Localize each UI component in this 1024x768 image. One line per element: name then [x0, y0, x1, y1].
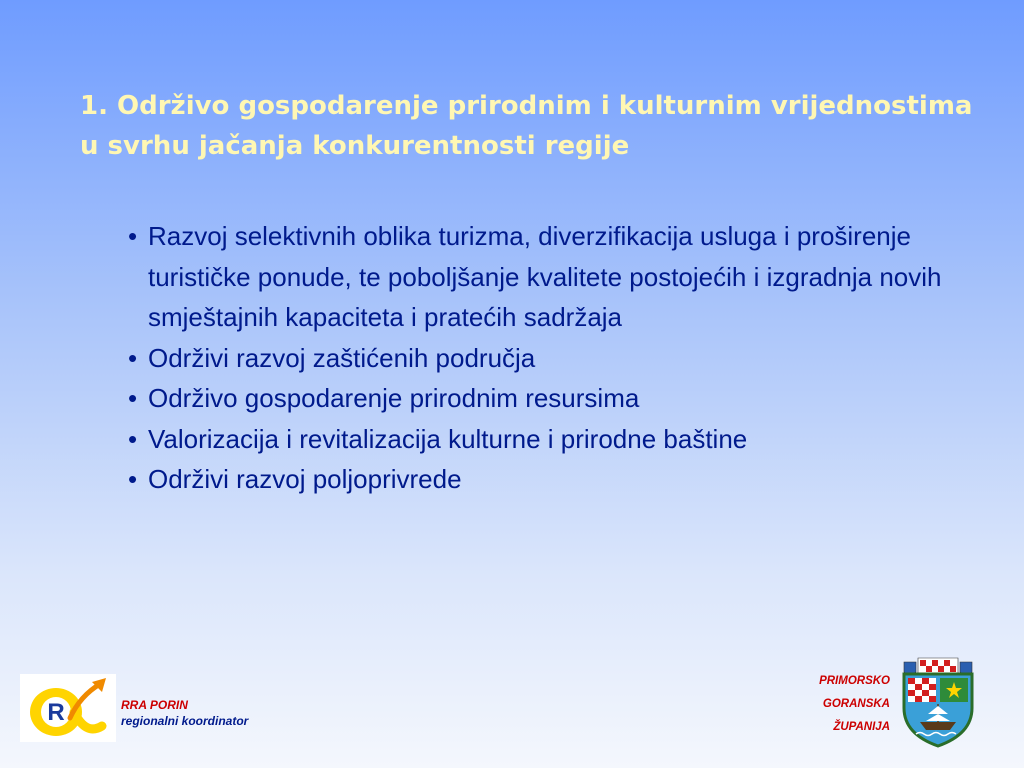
bullet-list	[128, 216, 998, 500]
rra-porin-name: RRA PORIN	[121, 698, 188, 712]
rra-porin-logo-icon	[20, 674, 116, 742]
bullet-symbol: •	[128, 423, 138, 454]
bullet-item	[128, 459, 998, 500]
bullet-item	[128, 216, 998, 338]
logo-letter: R	[47, 699, 65, 726]
county-name-line-2: GORANSKA	[822, 698, 890, 710]
bullet-text: Održivo gospodarenje prirodnim resursima	[148, 383, 640, 413]
bullet-symbol: •	[128, 221, 138, 251]
bullet-item	[128, 338, 998, 379]
bullet-item	[128, 419, 998, 460]
bullet-symbol: •	[128, 464, 138, 494]
bullet-text: Valorizacija i revitalizacija kulturne i prirodne baštine	[148, 423, 748, 454]
bullet-text: Održivi razvoj poljoprivrede	[148, 464, 462, 494]
bullet-text: Razvoj selektivnih oblika turizma, diverzifikacija usluga i proširenje turističke ponude, te poboljšanje kvalitete postojećih i izgradnja novih smještajnih kapaciteta i pratećih sadržaja	[148, 221, 942, 332]
slide-title: 1. Održivo gospodarenje prirodnim i kulturnim vrijednostima u svrhu jačanja konkurentnosti regije	[80, 91, 973, 161]
county-coat-of-arms-icon	[898, 656, 978, 748]
rra-porin-label	[121, 697, 248, 729]
county-name-line-3: ŽUPANIJA	[833, 721, 890, 733]
county-name-line-1: PRIMORSKO	[819, 675, 890, 687]
rra-porin-subtitle: regionalni koordinator	[121, 714, 249, 728]
bullet-symbol: •	[128, 342, 138, 373]
bullet-symbol: •	[128, 383, 138, 413]
bullet-item	[128, 378, 998, 419]
bullet-text: Održivi razvoj zaštićenih područja	[148, 342, 536, 373]
county-name	[780, 670, 890, 739]
